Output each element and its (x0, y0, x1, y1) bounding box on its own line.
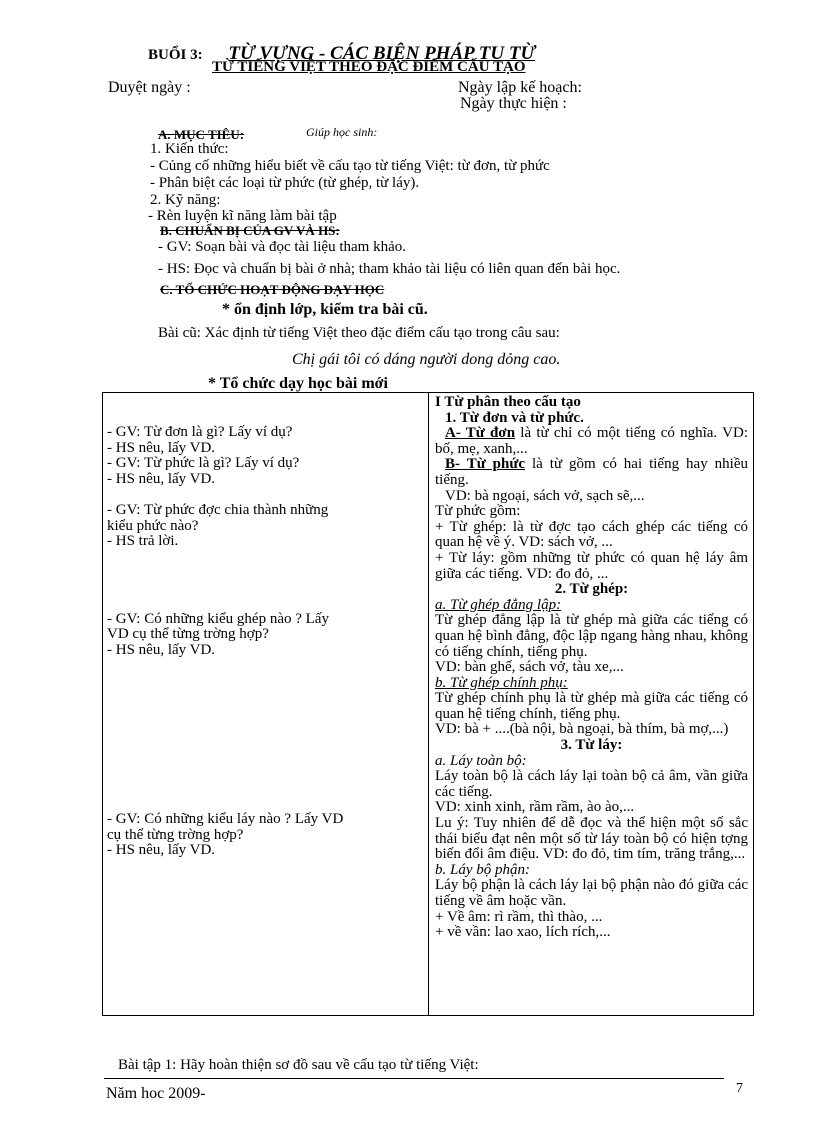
left-line: - HS nêu, lấy VD. (107, 439, 216, 456)
left-line: - GV: Có những kiểu ghép nào ? Lấy (107, 610, 329, 627)
new-lesson-heading: * Tổ chức dạy học bài mới (208, 375, 388, 392)
section-2-heading: 2. Từ ghép: (554, 581, 629, 598)
ghep-chinh-phu-example: VD: bà + ....(bà nội, bà ngoại, bà thím, bà mợ,...) (435, 721, 729, 738)
lay-bo-phan-am: + Về âm: rì rầm, thì thào, ... (435, 908, 603, 925)
lay-bo-phan-text: Láy bộ phận là cách láy lại bộ phận nào đó giữa các tiếng về âm hoặc vần. (435, 877, 748, 909)
objectives-heading: A. MỤC TIÊU: (158, 127, 245, 142)
knowledge-item-2: - Phân biệt các loại từ phức (từ ghép, từ láy). (150, 175, 420, 191)
prep-gv: - GV: Soạn bài và đọc tài liệu tham khảo. (158, 239, 406, 255)
left-line: - HS trả lời. (107, 533, 179, 549)
exec-date: Ngày thực hiện : (460, 95, 567, 112)
tu-phuc-gom: Từ phức gồm: (435, 503, 521, 520)
left-line: - GV: Có những kiểu láy nào ? Lấy VD (107, 811, 344, 827)
lay-toan-bo-example: VD: xinh xinh, rầm rầm, ào ào,... (435, 799, 635, 816)
objectives-note: Giúp học sinh: (306, 125, 378, 139)
knowledge-heading: 1. Kiến thức: (150, 141, 229, 157)
tu-phuc-text: là từ gồm có hai tiếng hay nhiều tiếng. (435, 456, 748, 488)
left-group-4 (107, 812, 428, 859)
skills-item-1: - Rèn luyện kĩ năng làm bài tập (148, 208, 337, 224)
stable-check: * ổn định lớp, kiểm tra bài cũ. (222, 301, 428, 318)
tu-don-label: A- Từ đơn (445, 425, 516, 442)
ghep-dang-lap-example: VD: bàn ghế, sách vở, tàu xe,... (435, 659, 624, 676)
subsection-1-heading: 1. Từ đơn và từ phức. (445, 409, 584, 426)
left-line: kiểu phức nào? (107, 517, 199, 534)
prep-hs: - HS: Đọc và chuẩn bị bài ở nhà; tham khảo tài liệu có liên quan đến bài học. (158, 261, 621, 277)
left-line: VD cụ thể từng trờng hợp? (107, 626, 269, 642)
left-line: - GV: Từ phức là gì? Lấy ví dụ? (107, 455, 300, 471)
example-sentence: Chị gái tôi có dáng người dong dỏng cao. (292, 351, 561, 368)
footer-divider (104, 1078, 724, 1079)
tu-don-definition (435, 426, 748, 457)
tu-phuc-example: VD: bà ngoại, sách vở, sạch sẽ,... (445, 487, 645, 504)
teacher-activity-column (103, 393, 429, 1016)
prep-heading: B. CHUẨN BỊ CỦA GV VÀ HS: (160, 223, 340, 238)
left-group-1 (107, 425, 428, 487)
page-subtitle: TỪ TIẾNG VIỆT THEO ĐẶC ĐIỂM CẤU TẠO (212, 59, 526, 75)
plan-date: Ngày lập kế hoạch: (458, 79, 582, 96)
left-line: - HS nêu, lấy VD. (107, 842, 216, 858)
left-line: cụ thể từng trờng hợp? (107, 826, 244, 843)
section-1-heading: I Từ phân theo cấu tạo (435, 394, 581, 410)
lay-toan-bo-note: Lu ý: Tuy nhiên để dễ đọc và thể hiện một số sắc thái biểu đạt nên một số từ láy toàn bộ có hiện tợng biến đổi âm điệu. VD: đo đỏ, tim tím, trăng trắng,... (435, 815, 748, 863)
left-line: - HS nêu, lấy VD. (107, 641, 216, 658)
session-label: BUỔI 3: (148, 47, 203, 63)
tu-lay-item: + Từ láy: gồm những từ phức có quan hệ láy âm giữa các tiếng. VD: đo đỏ, ... (435, 549, 748, 582)
activities-heading: C. TỔ CHỨC HOẠT ĐỘNG DẠY HỌC (160, 282, 385, 297)
left-group-3 (107, 612, 428, 659)
skills-heading: 2. Kỹ năng: (150, 192, 221, 208)
tu-ghep-item: + Từ ghép: là từ đợc tạo cách ghép các tiếng có quan hệ về ý. VD: sách vở, ... (435, 518, 748, 551)
footer-year: Năm hoc 2009- (106, 1085, 206, 1102)
content-column (429, 393, 754, 1016)
page-number: 7 (736, 1081, 743, 1096)
ghep-dang-lap-text: Từ ghép đẳng lập là từ ghép mà giữa các tiếng có quan hệ bình đẳng, độc lập ngang hàng nhau, không có tiếng chính, tiếng phụ. (435, 612, 748, 660)
tu-phuc-label: B- Từ phức (445, 456, 526, 473)
lay-bo-phan-label: b. Láy bộ phận: (435, 861, 530, 878)
left-line: - HS nêu, lấy VD. (107, 470, 216, 487)
tu-don-text: là từ chỉ có một tiếng có nghĩa. VD: bố, mẹ, xanh,... (435, 425, 748, 457)
ghep-chinh-phu-label: b. Từ ghép chính phụ: (435, 674, 568, 691)
knowledge-item-1: - Củng cố những hiểu biết về cấu tạo từ tiếng Việt: từ đơn, từ phức (150, 158, 550, 174)
approved-date: Duyệt ngày : (108, 79, 191, 96)
lesson-table (102, 392, 754, 1016)
lay-bo-phan-van: + về vần: lao xao, lích rích,... (435, 924, 611, 941)
left-group-2 (107, 503, 428, 550)
left-line: - GV: Từ đơn là gì? Lấy ví dụ? (107, 424, 293, 440)
section-3-heading: 3. Từ láy: (560, 737, 623, 754)
old-lesson: Bài cũ: Xác định từ tiếng Việt theo đặc điểm cấu tạo trong câu sau: (158, 325, 560, 341)
left-line: - GV: Từ phức đợc chia thành những (107, 502, 329, 518)
exercise-1: Bài tập 1: Hãy hoàn thiện sơ đồ sau về cấu tạo từ tiếng Việt: (118, 1057, 479, 1073)
ghep-chinh-phu-text: Từ ghép chính phụ là từ ghép mà giữa các tiếng có quan hệ tiếng chính, tiếng phụ. (435, 690, 748, 722)
page-title: TỪ VỰNG - CÁC BIỆN PHÁP TU TỪ (228, 43, 536, 64)
lay-toan-bo-text: Láy toàn bộ là cách láy lại toàn bộ cả âm, vần giữa các tiếng. (435, 768, 748, 800)
ghep-dang-lap-label: a. Từ ghép đẳng lập: (435, 596, 562, 613)
lay-toan-bo-label: a. Láy toàn bộ: (435, 752, 527, 769)
tu-phuc-definition (435, 457, 748, 488)
